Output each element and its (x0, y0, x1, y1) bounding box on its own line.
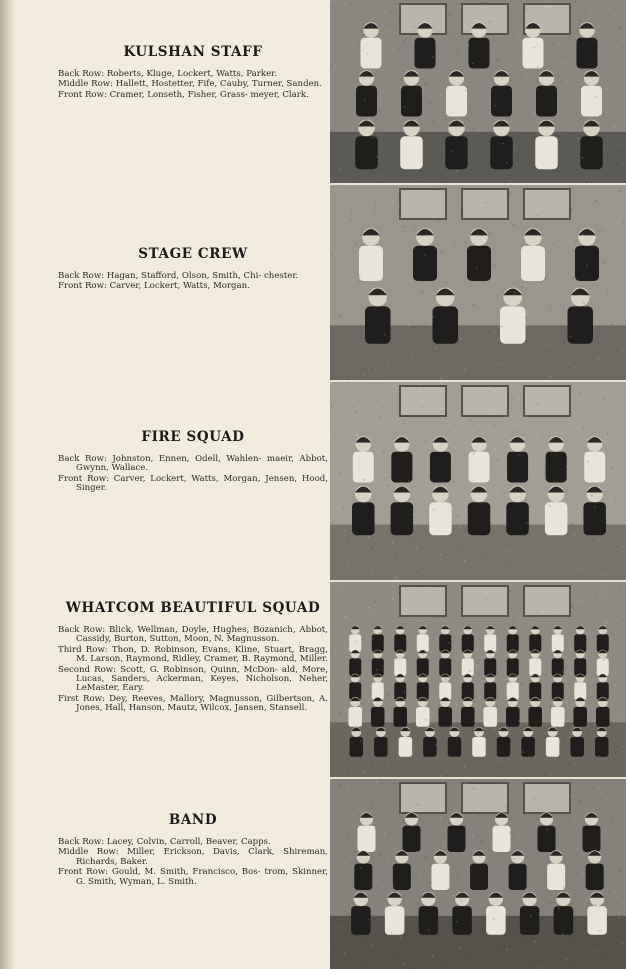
person-figure (507, 626, 519, 652)
person-figure (472, 727, 486, 757)
person-figure (484, 674, 496, 700)
person-figure (570, 727, 584, 757)
person-figure (371, 697, 385, 727)
person-figure (507, 436, 528, 482)
person-figure (484, 650, 496, 676)
roster-row: Middle Row: Miller, Erickson, Davis, Clark, Shireman, Richards, Baker. (58, 847, 328, 867)
person-figure (439, 674, 451, 700)
kulshan-staff-photo (330, 0, 626, 185)
person-figure (536, 70, 557, 116)
person-figure (394, 674, 406, 700)
person-figure (445, 120, 468, 170)
person-figure (584, 436, 605, 482)
person-figure (467, 228, 491, 281)
person-figure (365, 288, 391, 344)
person-figure (507, 650, 519, 676)
person-figure (546, 727, 560, 757)
person-figure (374, 727, 388, 757)
person-figure (461, 697, 475, 727)
person-figure (399, 727, 413, 757)
whatcom-beautiful-squad-photo (330, 582, 626, 779)
person-figure (490, 120, 513, 170)
person-figure (552, 650, 564, 676)
person-figure (462, 674, 474, 700)
person-figure (551, 697, 565, 727)
stage-crew-photo-image (330, 185, 626, 380)
person-figure (350, 727, 364, 757)
person-figure (355, 120, 378, 170)
person-figure (577, 22, 598, 68)
person-figure (574, 697, 588, 727)
person-figure (358, 812, 376, 852)
fire-squad-photo-image (330, 382, 626, 580)
person-figure (500, 288, 526, 344)
person-figure (529, 697, 543, 727)
roster-row: Back Row: Roberts, Kluge, Lockert, Watts, Parker. (58, 69, 278, 79)
person-figure (462, 626, 474, 652)
person-figure (452, 892, 472, 935)
person-figure (469, 436, 490, 482)
person-figure (394, 697, 408, 727)
person-figure (552, 626, 564, 652)
kulshan-staff-photo-image (330, 0, 626, 183)
section-fire-squad (58, 429, 328, 495)
person-figure (493, 812, 511, 852)
person-figure (431, 850, 449, 890)
person-figure (586, 850, 604, 890)
person-figure (400, 120, 423, 170)
person-figure (595, 727, 609, 757)
person-figure (538, 812, 556, 852)
person-figure (403, 812, 421, 852)
person-figure (349, 626, 361, 652)
section-title: KULSHAN STAFF (123, 44, 263, 60)
person-figure (583, 812, 601, 852)
band-photo (330, 779, 626, 969)
fire-squad-photo (330, 382, 626, 582)
person-figure (497, 727, 511, 757)
roster-row: Back Row: Hagan, Stafford, Olson, Smith, Chi- chester. (58, 271, 299, 281)
person-figure (523, 22, 544, 68)
person-figure (439, 697, 453, 727)
person-figure (391, 486, 414, 536)
person-figure (361, 22, 382, 68)
person-figure (486, 892, 506, 935)
roster-row: Middle Row: Hallett, Hostetter, Fife, Cauby, Turner, Sanden. (58, 79, 322, 90)
person-figure (372, 650, 384, 676)
person-figure (354, 850, 372, 890)
person-figure (574, 650, 586, 676)
section-title: STAGE CREW (138, 246, 248, 262)
person-figure (416, 697, 430, 727)
text-column (14, 0, 330, 969)
person-figure (552, 674, 564, 700)
person-figure (356, 70, 377, 116)
person-figure (417, 626, 429, 652)
person-figure (417, 650, 429, 676)
person-figure (506, 486, 529, 536)
person-figure (484, 697, 498, 727)
person-figure (583, 486, 606, 536)
person-figure (529, 626, 541, 652)
section-title: BAND (168, 812, 218, 828)
person-figure (448, 812, 466, 852)
person-figure (545, 486, 568, 536)
photo-column (330, 0, 626, 969)
person-figure (547, 850, 565, 890)
person-figure (470, 850, 488, 890)
person-figure (521, 228, 545, 281)
section-band (58, 812, 328, 888)
person-figure (506, 697, 520, 727)
person-figure (568, 288, 594, 344)
person-figure (574, 626, 586, 652)
person-figure (351, 892, 371, 935)
roster-row: Back Row: Blick, Wellman, Doyle, Hughes, Bozanich, Abbot, Cassidy, Burton, Sutton, Moon, N. Magnusson. (58, 625, 328, 645)
person-figure (597, 674, 609, 700)
person-figure (575, 228, 599, 281)
roster-row: Front Row: Carver, Lockert, Watts, Morgan, Jensen, Hood, Singer. (58, 473, 328, 494)
person-figure (520, 892, 540, 935)
person-figure (468, 486, 491, 536)
person-figure (491, 70, 512, 116)
stage-crew-photo (330, 185, 626, 382)
person-figure (349, 697, 363, 727)
person-figure (419, 892, 439, 935)
roster-row: Back Row: Johnston, Ennen, Odell, Wahlen- maeir, Abbot, Gwynn, Wallace. (58, 454, 328, 474)
person-figure (353, 436, 374, 482)
person-figure (349, 674, 361, 700)
roster-row: Front Row: Carver, Lockert, Watts, Morgan. (58, 281, 250, 292)
person-figure (430, 436, 451, 482)
roster-row: Front Row: Cramer, Lonseth, Fisher, Grass- meyer, Clark. (58, 89, 309, 100)
section-title: FIRE SQUAD (141, 429, 245, 445)
person-figure (429, 486, 452, 536)
person-figure (462, 650, 474, 676)
person-figure (529, 650, 541, 676)
person-figure (372, 626, 384, 652)
section-stage-crew (58, 246, 328, 293)
person-figure (391, 436, 412, 482)
person-figure (597, 650, 609, 676)
person-figure (439, 650, 451, 676)
person-figure (580, 120, 603, 170)
person-figure (507, 674, 519, 700)
person-figure (352, 486, 375, 536)
section-whatcom-beautiful-squad (58, 600, 328, 715)
person-figure (574, 674, 586, 700)
band-photo-image (330, 779, 626, 969)
person-figure (446, 70, 467, 116)
roster-row: Third Row: Thon, D. Robinson, Evans, Kline, Stuart, Bragg, M. Larson, Raymond, Ridley, Cramer, B. Raymond, Miller. (58, 644, 328, 665)
person-figure (394, 650, 406, 676)
person-figure (385, 892, 405, 935)
person-figure (372, 674, 384, 700)
roster-row: Front Row: Gould, M. Smith, Francisco, Bos- trom, Skinner, G. Smith, Wyman, L. Smith. (58, 867, 328, 887)
person-figure (535, 120, 558, 170)
person-figure (393, 850, 411, 890)
person-figure (554, 892, 574, 935)
person-figure (469, 22, 490, 68)
person-figure (529, 674, 541, 700)
person-figure (423, 727, 437, 757)
roster-row: First Row: Dey, Reeves, Mallory, Magnusson, Gilbertson, A. Jones, Hall, Hanson, Mautz, Wilcox, Jansen, Stansell. (58, 693, 328, 714)
person-figure (546, 436, 567, 482)
roster-row: Back Row: Lacey, Colvin, Carroll, Beaver, Capps. (58, 837, 271, 847)
person-figure (597, 626, 609, 652)
person-figure (596, 697, 610, 727)
whatcom-beautiful-squad-photo-image (330, 582, 626, 777)
person-figure (587, 892, 607, 935)
section-kulshan-staff (58, 44, 328, 101)
person-figure (433, 288, 459, 344)
person-figure (484, 626, 496, 652)
person-figure (417, 674, 429, 700)
roster-row: Second Row: Scott, G. Robinson, Quinn, McDon- ald, More, Lucas, Sanders, Ackerman, Keyes, Nicholson, Neher, LeMaster, Eary. (58, 664, 328, 694)
section-title: WHATCOM BEAUTIFUL SQUAD (65, 600, 321, 616)
person-figure (401, 70, 422, 116)
page-binding (0, 0, 14, 969)
